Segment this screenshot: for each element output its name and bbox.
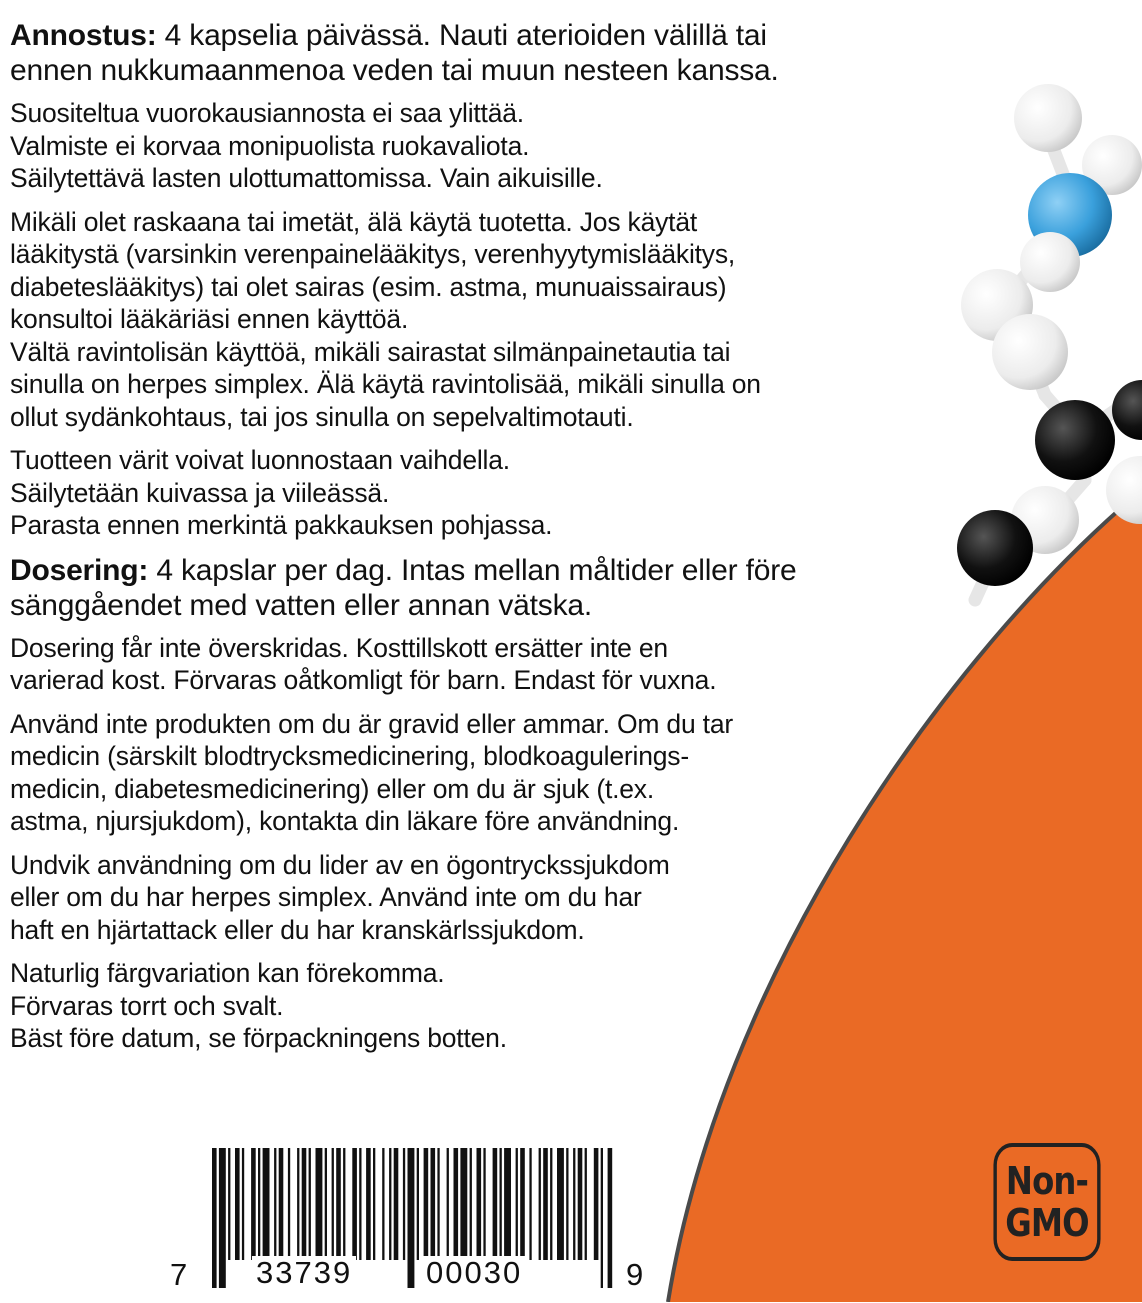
barcode-bar [566, 1148, 568, 1260]
barcode-bar [219, 1148, 226, 1288]
barcode-bar [343, 1148, 345, 1260]
barcode-first-digit: 7 [170, 1257, 190, 1292]
sv-dosage-label: Dosering: [10, 553, 149, 587]
barcode-bar [447, 1148, 449, 1260]
barcode-bar [263, 1148, 270, 1260]
barcode-bar [408, 1148, 415, 1288]
barcode-bar [352, 1148, 357, 1260]
barcode-bar [585, 1148, 587, 1260]
sv-paragraph-1: Dosering får inte överskridas. Kosttillskott ersätter inte en varierad kost. Förvaras oåtkomligt för barn. Endast för vuxna. [10, 632, 717, 695]
non-gmo-line-1: Non- [1005, 1159, 1089, 1203]
barcode-bar [373, 1148, 375, 1260]
barcode-bar [212, 1148, 217, 1288]
barcode-bar [550, 1148, 552, 1260]
barcode-bar [417, 1148, 419, 1260]
molecule-atoms [957, 84, 1142, 586]
barcode-bar [543, 1148, 548, 1260]
barcode-bar [504, 1148, 511, 1260]
barcode-bar [601, 1148, 603, 1288]
barcode-bar [316, 1148, 323, 1260]
barcode-bar [332, 1148, 334, 1260]
sv-paragraph-4: Naturlig färgvariation kan förekomma. Förvaras torrt och svalt. Bäst före datum, se förpackningens botten. [10, 958, 507, 1053]
barcode-bar [274, 1148, 276, 1260]
non-gmo-line-2: GMO [1005, 1201, 1089, 1245]
barcode-left-digits: 33739 [252, 1256, 356, 1290]
barcode-bar [366, 1148, 371, 1260]
barcode-bar [325, 1148, 327, 1260]
label-text [10, 18, 890, 1066]
barcode-bar [359, 1148, 361, 1260]
barcode-bar [483, 1148, 485, 1260]
barcode-bar [454, 1148, 459, 1260]
barcode [170, 1148, 650, 1298]
barcode-bar [382, 1148, 384, 1260]
fi-paragraph-3: Tuotteen värit voivat luonnostaan vaihdella. Säilytetään kuivassa ja viileässä. Parasta ennen merkintä pakkauksen pohjassa. [10, 445, 553, 540]
barcode-bar [389, 1148, 391, 1260]
barcode-bar [288, 1148, 290, 1260]
fi-dosage-label: Annostus: [10, 19, 157, 52]
barcode-bar [557, 1148, 564, 1260]
barcode-bar [258, 1148, 260, 1260]
fi-paragraph-1: Suositeltua vuorokausiannosta ei saa ylittää. Valmiste ei korvaa monipuolista ruokavaliota. Säilytettävä lasten ulottumattomissa. Vain aikuisille. [10, 98, 603, 193]
barcode-bar [297, 1148, 299, 1260]
barcode-bar [228, 1148, 230, 1260]
barcode-bar [470, 1148, 472, 1260]
barcode-bar [608, 1148, 613, 1288]
barcode-bar [279, 1148, 284, 1260]
sv-dosage-text: 4 kapslar per dag. Intas mellan måltider eller före sänggåendet med vatten eller annan vätska. [10, 553, 797, 622]
barcode-bar [460, 1148, 467, 1260]
barcode-bar [394, 1148, 399, 1260]
barcode-bars [170, 1148, 650, 1298]
barcode-bar [336, 1148, 341, 1260]
fi-dosage [10, 18, 890, 88]
barcode-check-digit: 9 [626, 1257, 646, 1292]
barcode-bar [529, 1148, 531, 1260]
barcode-bar [403, 1148, 405, 1260]
barcode-bar [302, 1148, 307, 1260]
barcode-bar [437, 1148, 439, 1260]
barcode-bar [477, 1148, 482, 1260]
barcode-bar [251, 1148, 256, 1260]
non-gmo-badge [993, 1143, 1100, 1261]
barcode-bar [242, 1148, 244, 1260]
barcode-bar [309, 1148, 311, 1260]
sv-paragraph-3: Undvik användning om du lider av en ögontryckssjukdom eller om du har herpes simplex. Använd inte om du har haft en hjärtattack eller du har kranskärlssjukdom. [10, 849, 670, 945]
barcode-bar [539, 1148, 541, 1260]
barcode-bar [431, 1148, 436, 1260]
fi-paragraph-2: Mikäli olet raskaana tai imetät, älä käytä tuotetta. Jos käytät lääkitystä (varsinkin verenpainelääkitys, verenhyytymislääkitys, diabeteslääkitys) tai olet sairas (esim. astma, munuaissairaus) konsultoi lääkäriäsi ennen käyttöä. Vältä ravintolisän käyttöä, mikäli sairastat silmänpainetautia tai sinulla on herpes simplex. Älä käytä ravintolisää, mikäli sinulla on ollut sydänkohtaus, tai jos sinulla on sepelvaltimotauti. [10, 206, 761, 432]
barcode-bar [573, 1148, 575, 1260]
fi-dosage-text: 4 kapselia päivässä. Nauti aterioiden välillä tai ennen nukkumaanmenoa veden tai muun nesteen kanssa. [10, 19, 779, 87]
sv-paragraph-2: Använd inte produkten om du är gravid eller ammar. Om du tar medicin (särskilt blodtrycksmedicinering, blodkoagulerings- medicin, diabetesmedicinering) eller om du är sjuk (t.ex. astma, njursjukdom), kontakta din läkare före användning. [10, 708, 733, 836]
sv-dosage [10, 553, 890, 623]
barcode-bar [424, 1148, 429, 1260]
barcode-bar [578, 1148, 583, 1260]
barcode-bar [500, 1148, 502, 1260]
barcode-bar [520, 1148, 525, 1260]
barcode-bar [235, 1148, 240, 1260]
barcode-bar [516, 1148, 518, 1260]
barcode-bar [594, 1148, 599, 1260]
barcode-bar [493, 1148, 498, 1260]
barcode-right-digits: 00030 [422, 1256, 526, 1290]
